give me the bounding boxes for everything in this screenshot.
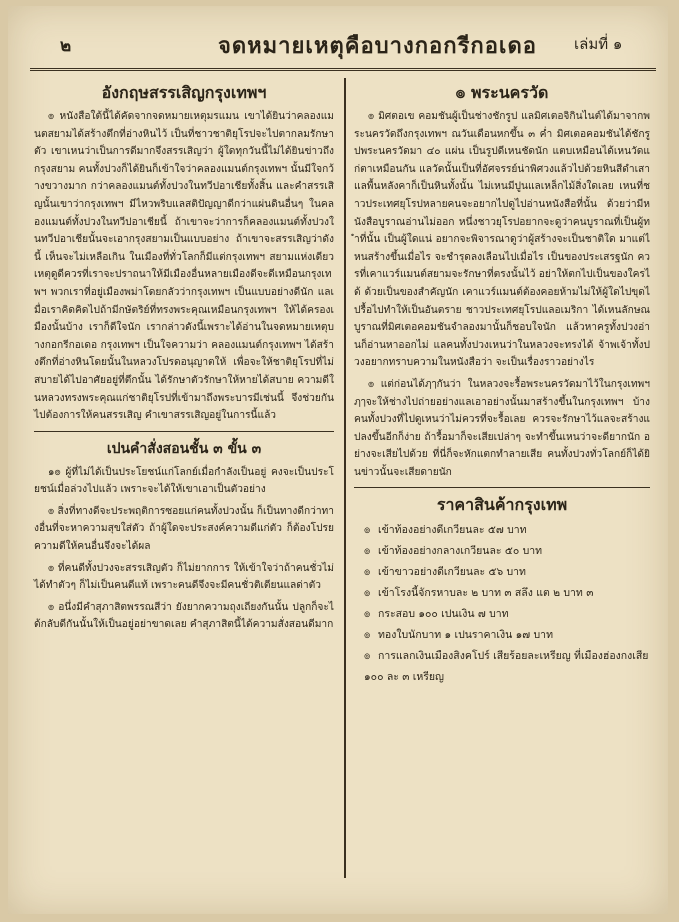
price-text: เข้าท้องอย่างดีเกวียนละ ๕๗ บาท [378,524,527,537]
teaching-paragraph: ๏ อนึ่งมีคำสุภาสิตพรรณสีว่า ยังยากความถุงเถียงกันนั้น ปลูกก็จะได้กลับดีกันนั้นให้เป็นอยู่อย่าขาดเลย คำสุภาสิตนี้ได้ความสั่งสอนดีมาก [34,601,334,631]
bullet-icon: ๏ [364,545,371,558]
left-article-paragraph: ๏ หนังสือใต้นี้ได้คัดจากจดหมายเหตุมรแมน เขาได้ยินว่าคลองแมนตสยามได้สร้างตึกที่อ่างหินไว้ เป็นที่ชาวชาติยุโรปจะไปตากลมรักษาตัว เขาเหนว่าเป็นการดีมากจึงสรรเสิญว่า ผู้ใดทุกวันนี้ไม่ได้ยินข่าวถึงกรุงสยาม คนทั้งปวงก็ได้ยินก็เข้าใจว่าคลองแมนต์กรุงเทพฯ นั้นมีใจกว้างขวางมาก กว่าคลองแมนต์ทั้งปวงในทวีปอาเชียทั้งสิ้น และคำสรรเสิญนั้นเขาว่ากรุงเทพฯ มีไหวพริบแลสติปัญญาดีกว่าแผ่นดินอื่นๆ ในคลองแมนต์ทั้งปวงในทวีปอาเชียนี้ ถ้าเขาจะว่าการก็คลองแมนต์ทั้งปวงในทวีปอาเชียนั้นจะเอากรุงสยามเป็นแบบอย่าง ถ้าเขาจะสรรเสิญว่าดังนี้ เห็นจะไม่เหลือเกิน ในเมืองที่ทั่วโลกก็มีแต่กรุงเทพฯ สยามแห่งเดียว เหตุดูดีควรที่เราจะปราถนาให้มีเมืองอื่นหลายเมืองดีจะดีเหมือนกรุงเทพฯ พวกเราที่อยู่เมืองพม่าโดยกลัวว่ากรุงเทพฯ เป็นแบบอย่างดีนัก แลเมื่อเราคิดคิดไปถ้ามีกษัตริย์ที่ทรงพระคุณเหมือนกรุงเทพฯ ให้ได้ครองเมืองนั้นบ้าง เราก็ดีใจนัก เรากล่าวดังนี้เพราะได้อ่านในจดหมายเหตุบางกอกรีกอเดอ กรุงเทพฯ เป็นใจความว่า คลองแมนต์กรุงเทพฯ ได้สร้างตึกที่อ่างหินโดยนั้นในหลวงโปรดอนุญาตให้ เพื่อจะให้ชาติยุโรปที่ไม่สบายได้ไปอาศัยอยู่ที่ตึกนั้น ได้รักษาตัวรักษาให้หายได้สบาย ความดีในหลวงทรงพระคุณแก่ชาติยุโรปที่เข้ามาถึงพระบารมีเช่นนี้ จึงช่วยกันไปต้องการให้คนสรรเสิญ คำเขาสรรเสิญอยู่ในการนี้แล้ว [34,111,334,422]
left-column [34,80,334,638]
price-item [364,646,650,688]
teaching-paragraph: ๏ ที่คนดีทั้งปวงจะสรรเสิญตัว ก็ไม่ยากการ ให้เข้าใจว่าถ้าคนชั่วไม่ได้ทำตัวๆ ก็ไม่เป็นคนดีแท้ เพราะคนดีจึงจะมีคนชั่วติเตียนแลด่าตัว [34,562,334,592]
teaching-paragraph: ๑๏ ผู้ที่ไม่ได้เป็นประโยชน์แก่โลกย์เมื่อกำลังเป็นอยู่ คงจะเป็นประโยชน์เมื่อล่วงไปแล้ว เพราะจะได้ให้เขาเอาเป็นตัวอย่าง [34,466,334,496]
bullet-icon: ๏ [364,566,371,579]
bullet-icon: ๏ [364,650,371,663]
issue-label: เล่มที่ ๑ [574,35,623,53]
price-text: ทองใบนักบาท ๑ เปนราคาเงิน ๑๗ บาท [378,629,554,642]
price-item [364,562,650,583]
price-text: เข้าขาวอย่างดีเกวียนละ ๕๖ บาท [378,566,526,579]
page-number: ๒ [60,36,72,56]
price-item [364,625,650,646]
right-article-paragraph: ๏ แต่ก่อนได้ฦๅกันว่า ในหลวงจะรื้อพระนครวัดมาไว้ในกรุงเทพฯ ฦๅจะให้ช่างไปถ่ายอย่างแลเอาอย่างนั้นมาสร้างขึ้นในกรุงเทพฯ บ้าง คนทั้งปวงที่ไปดูเหนว่าไม่ควรที่จะรื้อเลย ควรจะรักษาไว้แลจะสร้างแปลงขึ้นอีกก็ง่าย ถ้ารื้อมาก็จะเสียเปล่าๆ จะทำขึ้นเหนว่าจะดียากนัก อย่างจะเสียไปด้วย ที่นี่ก็จะหักแตกทำลายเสีย คนทั้งปวงทั่วโลกย์ก็ได้ยินข่าวนั้นจะเสียดายนัก [354,378,650,478]
price-item [364,520,650,541]
bullet-icon: ๏ [364,587,371,600]
right-article-paragraph: ๏ มิศตอเข คอมชันผู้เป็นช่างชักรูป แลมิศเตอจิกินไนต์ได้มาจากพระนครวัดถึงกรุงเทพฯ ณวันเดือนหกขึ้น ๓ ค่ำ มิศเตอคอมชันได้ชักรูปพระนครวัดมา ๔๐ แผ่น เป็นรูปดีเหนชัดนัก แตบเหมือนได้เหนวัดแก่ตาเหมือนกัน แลวัดนั้นเป็นที่อัศจรรย์น่าพิศวงแล้วไปด้วยหินสีดำเสาแลพื้นหลังคาก็เป็นหินทั้งนั้น ไม่เหนมีปูนแลเหล็กไม้สิ่งใดเลย เหนที่ชาวประเทศยุโรปหลายคนจะอยากไปดูไปอ่านหนังสือที่นั้น ด้วยว่ามีหนังสือบูราณอ่านไม่ออก หนึ่งชาวยุโรปอยากจะดูว่าคนบูราณที่เป็นผู้ทำที่นั้น เป็นผู้ใดแน่ อยากจะพิจารณาดูว่าผู้สร้างจะเป็นชาติใด มาแต่ไหนสร้างขึ้นเมื่อไร จะชำรุดลงเลือนไปเมื่อไร เป็นของประเสรฐนัก ควรที่เคาแวร์แมนต์สยามจะรักษาที่ตรงนั้นไว้ อย่าให้ตกไปเป็นของใครได้ ด้วยเป็นของสำคัญนัก เคาแวร์แมนต์ต้องคอยห้ามไม่ให้ผู้ใดไปขุดไปรื้อไปทำให้เป็นอันตราย ชาวประเทศยุโรปแลอเมริกา ได้เหนลักษณบูราณที่มิศเตอคอมชันจำลองมานั้นก็ชอบใจนัก แล้วหาครูทั้งปวงอ่านก็อ่านหาออกไม่ แลคนทั้งปวงเหนว่าในหลวงจะทรงได้ จ้าพเจ้าทั้งปวงอยากทราบความในหนังสือว่า จะเป็นเรื่องราวอย่างไร [354,111,650,369]
teachings-title: เปนคำสั่งสอนชั้น ๓ ขั้น ๓ [106,440,262,457]
bullet-icon: ๏ [364,524,371,537]
right-article-title: ๏ พระนครวัด [455,83,549,102]
column-divider [344,78,346,878]
price-text: การแลกเงินเมืองสิงคโปร์ เสียร้อยละเหรียญ ที่เมืองฮ่องกงเสีย ๑๐๐ ละ ๓ เหรียญ [364,650,649,684]
price-text: กระสอบ ๑๐๐ เปนเงิน ๗ บาท [378,608,509,621]
price-list-title: ราคาสินค้ากรุงเทพ [436,495,568,515]
publication-title: จดหมายเหตุคือบางกอกรีกอเดอ [218,33,537,59]
price-item [364,541,650,562]
price-text: เข้าท้องอย่างกลางเกวียนละ ๕๐ บาท [378,545,543,558]
section-divider [34,431,334,432]
price-list [354,520,650,688]
bullet-icon: ๏ [364,629,371,642]
bullet-icon: ๏ [364,608,371,621]
page-header [8,20,668,64]
newspaper-page [8,6,668,914]
price-item [364,583,650,604]
price-text: เข้าโรงนี้จักรหาบละ ๒ บาท ๓ สลึง แต ๒ บาท ๓ [378,587,594,600]
section-divider [354,487,650,488]
teaching-paragraph: ๏ สิ่งที่ทางดีจะประพฤติการซอยแก่คนทั้งปวงนั้น ก็เป็นทางดีกว่าทางอื่นที่จะหาความสุขใส่ตัว ถ้าผู้ใดจะประสงค์ความดีแก่ตัว ก็ต้องโปรยความดีให้คนอื่นจึงจะได้ผล [34,505,334,553]
left-article-title: อังกฤษสรรเสิญกรุงเทพฯ [101,83,267,102]
header-rule [30,68,656,71]
price-item [364,604,650,625]
right-column [354,80,650,688]
